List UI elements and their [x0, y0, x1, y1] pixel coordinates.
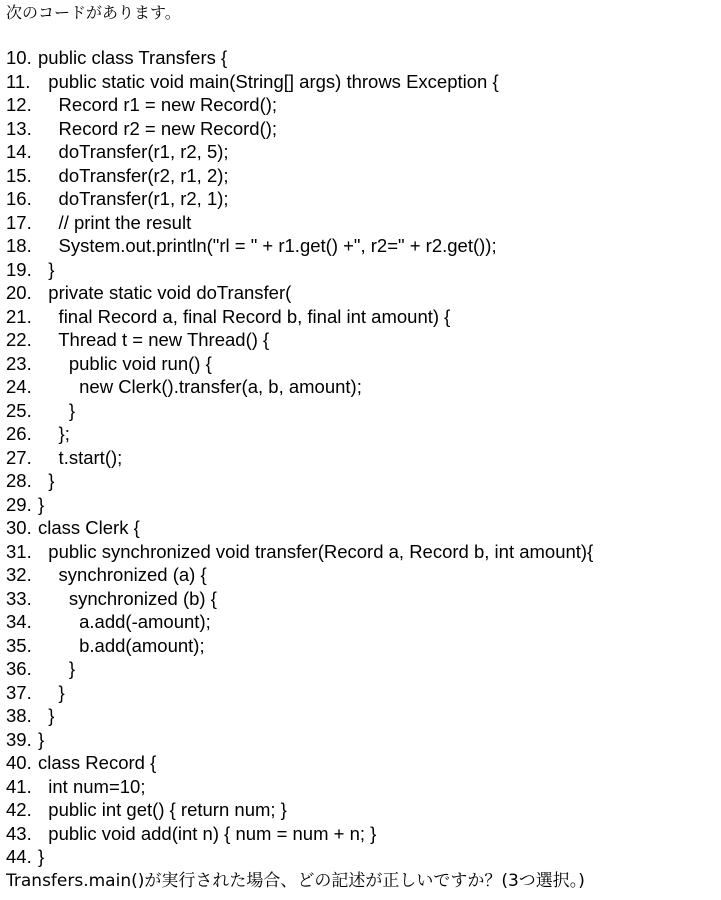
code-text: public static void main(String[] args) throws Exception {: [38, 70, 499, 92]
line-number: 18.: [6, 235, 32, 256]
code-text: public void add(int n) { num = num + n; }: [38, 822, 377, 844]
code-text: }: [38, 728, 45, 750]
code-text: a.add(-amount);: [38, 611, 211, 632]
code-text: // print the result: [38, 211, 192, 233]
code-text: }: [38, 658, 76, 679]
code-text: int num=10;: [38, 775, 146, 797]
line-number: 31.: [6, 540, 32, 562]
code-text: System.out.println("rl = " + r1.get() +", r2=" + r2.get());: [38, 235, 497, 256]
line-number: 34.: [6, 611, 32, 632]
code-text: class Clerk {: [38, 517, 140, 538]
code-line: [6, 657, 593, 681]
line-number: 28.: [6, 470, 32, 491]
line-number: 15.: [6, 164, 32, 186]
code-text: public synchronized void transfer(Record a, Record b, int amount){: [38, 540, 594, 562]
code-text: new Clerk().transfer(a, b, amount);: [38, 376, 362, 397]
code-text: final Record a, final Record b, final int amount) {: [38, 305, 451, 327]
code-line: [6, 446, 593, 470]
code-line: [6, 469, 593, 493]
code-text: public void run() {: [38, 352, 212, 374]
code-text: synchronized (a) {: [38, 564, 207, 585]
line-number: 37.: [6, 681, 32, 703]
code-line: [6, 822, 593, 846]
code-line: [6, 46, 593, 70]
code-line: [6, 70, 593, 94]
code-line: [6, 704, 593, 728]
code-text: private static void doTransfer(: [38, 282, 292, 303]
line-number: 12.: [6, 94, 32, 115]
line-number: 44.: [6, 846, 32, 867]
line-number: 36.: [6, 658, 32, 679]
code-line: [6, 93, 593, 117]
line-number: 20.: [6, 282, 32, 303]
code-line: [6, 117, 593, 141]
line-number: 30.: [6, 517, 32, 538]
code-line: [6, 422, 593, 446]
code-text: t.start();: [38, 446, 123, 468]
line-number: 19.: [6, 258, 32, 280]
code-text: doTransfer(r2, r1, 2);: [38, 164, 229, 186]
code-text: }: [38, 493, 45, 515]
code-text: }: [38, 399, 76, 421]
line-number: 26.: [6, 423, 32, 444]
line-number: 27.: [6, 446, 32, 468]
code-line: [6, 187, 593, 211]
code-text: Record r2 = new Record();: [38, 117, 278, 139]
code-text: Thread t = new Thread() {: [38, 329, 270, 350]
code-text: class Record {: [38, 752, 157, 773]
line-number: 41.: [6, 775, 32, 797]
line-number: 16.: [6, 188, 32, 209]
line-number: 17.: [6, 211, 32, 233]
code-listing: [6, 46, 593, 869]
code-line: [6, 751, 593, 775]
code-line: [6, 140, 593, 164]
code-text: b.add(amount);: [38, 634, 205, 656]
line-number: 22.: [6, 329, 32, 350]
code-line: [6, 375, 593, 399]
question-text: Transfers.main()が実行された場合、どの記述が正しいですか？(3つ選択。): [6, 871, 585, 891]
code-line: [6, 610, 593, 634]
code-line: [6, 728, 593, 752]
code-line: [6, 587, 593, 611]
line-number: 14.: [6, 141, 32, 162]
line-number: 43.: [6, 822, 32, 844]
line-number: 25.: [6, 399, 32, 421]
code-text: }: [38, 681, 65, 703]
code-text: synchronized (b) {: [38, 587, 217, 609]
line-number: 13.: [6, 117, 32, 139]
code-text: public int get() { return num; }: [38, 799, 287, 820]
code-line: [6, 352, 593, 376]
code-line: [6, 540, 593, 564]
code-line: [6, 234, 593, 258]
line-number: 21.: [6, 305, 32, 327]
code-line: [6, 164, 593, 188]
line-number: 23.: [6, 352, 32, 374]
line-number: 10.: [6, 47, 32, 68]
code-line: [6, 634, 593, 658]
code-line: [6, 563, 593, 587]
code-text: };: [38, 423, 70, 444]
line-number: 11.: [6, 70, 31, 92]
intro-text: 次のコードがあります。: [6, 3, 181, 22]
line-number: 39.: [6, 728, 32, 750]
code-text: }: [38, 705, 55, 726]
line-number: 42.: [6, 799, 32, 820]
code-line: [6, 681, 593, 705]
code-line: [6, 399, 593, 423]
line-number: 29.: [6, 493, 32, 515]
line-number: 38.: [6, 705, 32, 726]
code-line: [6, 798, 593, 822]
code-text: doTransfer(r1, r2, 5);: [38, 141, 229, 162]
code-line: [6, 258, 593, 282]
line-number: 24.: [6, 376, 32, 397]
line-number: 35.: [6, 634, 32, 656]
line-number: 40.: [6, 752, 32, 773]
code-line: [6, 516, 593, 540]
code-line: [6, 211, 593, 235]
code-line: [6, 493, 593, 517]
code-text: public class Transfers {: [38, 47, 228, 68]
line-number: 33.: [6, 587, 32, 609]
code-text: }: [38, 258, 55, 280]
code-line: [6, 845, 593, 869]
code-text: }: [38, 470, 55, 491]
code-text: }: [38, 846, 45, 867]
code-line: [6, 775, 593, 799]
code-line: [6, 281, 593, 305]
code-text: Record r1 = new Record();: [38, 94, 278, 115]
code-line: [6, 305, 593, 329]
code-text: doTransfer(r1, r2, 1);: [38, 188, 229, 209]
code-line: [6, 328, 593, 352]
line-number: 32.: [6, 564, 32, 585]
